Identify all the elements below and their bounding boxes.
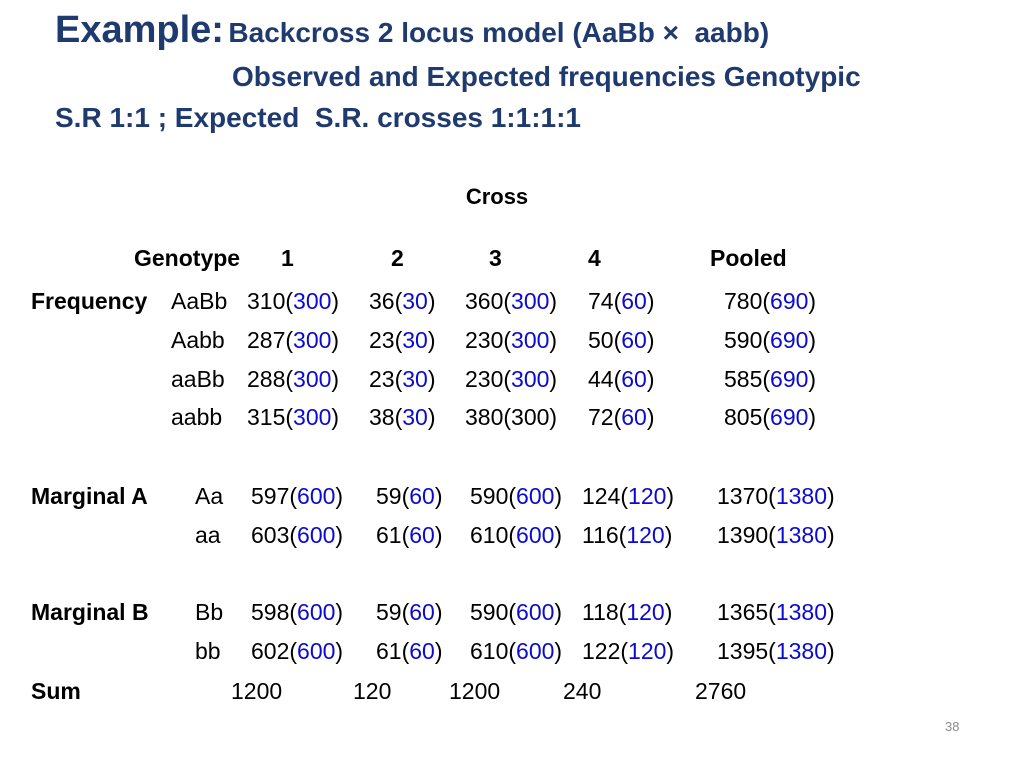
expected-count: 600: [297, 599, 336, 625]
paren-open: (: [503, 327, 512, 353]
observed-count: 36: [369, 288, 395, 314]
expected-count: 1380: [775, 638, 828, 664]
observed-count: 590: [724, 327, 763, 353]
observed-expected-cell: [251, 601, 343, 624]
paren-close: ): [331, 404, 340, 430]
expected-count: 60: [621, 327, 647, 353]
observed-expected-cell: [376, 524, 443, 547]
paren-open: (: [401, 522, 410, 548]
expected-count: 60: [621, 404, 647, 430]
observed-expected-cell: [724, 290, 816, 313]
page-number: 38: [945, 719, 960, 734]
genotype-label: AaBb: [171, 288, 228, 314]
paren-open: (: [394, 366, 403, 392]
expected-count: 300: [293, 288, 332, 314]
expected-count: 60: [409, 522, 435, 548]
paren-close: ): [827, 483, 835, 509]
genotype-label: Aabb: [171, 327, 225, 353]
genotype-label: Bb: [195, 599, 224, 625]
observed-count: 230: [465, 366, 504, 392]
paren-open: (: [503, 404, 512, 430]
expected-count: 1380: [775, 483, 828, 509]
paren-open: (: [394, 404, 403, 430]
observed-count: 118: [582, 599, 619, 625]
paren-open: (: [618, 599, 627, 625]
paren-open: (: [503, 288, 512, 314]
observed-count: 59: [376, 599, 402, 625]
paren-close: ): [434, 522, 443, 548]
paren-open: (: [401, 483, 410, 509]
paren-open: (: [618, 522, 627, 548]
paren-close: ): [827, 522, 835, 548]
header-cross-4: 4: [588, 245, 601, 271]
expected-count: 30: [402, 404, 428, 430]
observed-expected-cell: [247, 290, 339, 313]
expected-count: 30: [402, 366, 428, 392]
observed-count: 44: [588, 366, 614, 392]
expected-count: 60: [621, 366, 647, 392]
observed-count: 610: [470, 522, 509, 548]
section-label: Marginal A: [31, 483, 148, 509]
paren-close: ): [664, 522, 673, 548]
observed-count: 310: [247, 288, 286, 314]
observed-expected-cell: [724, 329, 816, 352]
expected-count: 600: [297, 522, 336, 548]
observed-expected-cell: [724, 406, 816, 429]
observed-count: 124: [582, 483, 621, 509]
paren-close: ): [549, 366, 558, 392]
paren-open: (: [285, 404, 294, 430]
paren-open: (: [289, 599, 298, 625]
observed-count: 288: [247, 366, 286, 392]
sum-value: 1200: [231, 678, 283, 704]
observed-expected-cell: [376, 485, 443, 508]
expected-count: 600: [516, 599, 555, 625]
observed-count: 23: [369, 366, 395, 392]
observed-count: 805: [724, 404, 763, 430]
section-label: Marginal B: [31, 599, 149, 625]
expected-count: 600: [297, 483, 336, 509]
paren-close: ): [427, 327, 436, 353]
paren-close: ): [808, 327, 817, 353]
header-pooled: Pooled: [710, 245, 787, 271]
observed-count: 230: [465, 327, 504, 353]
paren-open: (: [762, 366, 771, 392]
segregation-ratio-line: S.R 1:1 ; Expected S.R. crosses 1:1:1:1: [55, 102, 581, 133]
observed-expected-cell: [465, 406, 557, 429]
observed-expected-cell: [588, 329, 655, 352]
paren-close: ): [434, 638, 443, 664]
expected-count: 120: [626, 599, 665, 625]
observed-expected-cell: [251, 640, 343, 663]
expected-count: 600: [297, 638, 336, 664]
expected-count: 1380: [775, 522, 828, 548]
observed-expected-cell: [251, 485, 343, 508]
expected-count: 120: [628, 638, 667, 664]
genotype-label: Aa: [195, 483, 224, 509]
expected-count: 30: [402, 288, 428, 314]
expected-count: 300: [511, 327, 550, 353]
paren-open: (: [394, 327, 403, 353]
observed-expected-cell: [470, 640, 562, 663]
expected-count: 60: [621, 288, 647, 314]
observed-count: 50: [588, 327, 614, 353]
genotype-label: aaBb: [171, 366, 225, 392]
slide-title: [55, 11, 769, 49]
observed-expected-cell: [470, 524, 562, 547]
genotype-label: bb: [195, 638, 221, 664]
expected-count: 690: [770, 288, 809, 314]
section-label: Frequency: [31, 288, 148, 314]
observed-expected-cell: [717, 640, 835, 663]
genotype-label: aa: [195, 522, 221, 548]
header-cross-2: 2: [391, 245, 404, 271]
observed-expected-cell: [588, 406, 655, 429]
observed-expected-cell: [588, 290, 655, 313]
paren-close: ): [335, 522, 344, 548]
sum-value: 240: [563, 678, 602, 704]
table-caption: Cross: [465, 184, 529, 209]
paren-open: (: [768, 599, 776, 625]
paren-close: ): [827, 638, 835, 664]
paren-open: (: [768, 522, 776, 548]
paren-close: ): [549, 288, 558, 314]
paren-close: ): [808, 366, 817, 392]
paren-close: ): [331, 288, 340, 314]
expected-count: 30: [402, 327, 428, 353]
paren-open: (: [289, 483, 298, 509]
observed-count: 585: [724, 366, 763, 392]
observed-count: 597: [251, 483, 290, 509]
observed-count: 61: [376, 522, 402, 548]
paren-close: ): [646, 327, 655, 353]
paren-close: ): [554, 599, 563, 625]
expected-count: 690: [770, 327, 809, 353]
observed-expected-cell: [470, 485, 562, 508]
paren-open: (: [620, 483, 629, 509]
paren-close: ): [666, 638, 675, 664]
paren-open: (: [401, 599, 410, 625]
expected-count: 120: [626, 522, 665, 548]
expected-count: 300: [293, 327, 332, 353]
observed-expected-cell: [724, 368, 816, 391]
paren-open: (: [508, 599, 517, 625]
observed-expected-cell: [251, 524, 343, 547]
observed-expected-cell: [247, 368, 339, 391]
observed-expected-cell: [465, 290, 557, 313]
observed-expected-cell: [465, 329, 557, 352]
observed-expected-cell: [588, 368, 655, 391]
observed-expected-cell: [582, 485, 674, 508]
paren-open: (: [613, 404, 622, 430]
observed-count: 1365: [717, 599, 769, 625]
observed-count: 315: [247, 404, 286, 430]
expected-count: 690: [770, 404, 809, 430]
observed-expected-cell: [717, 485, 835, 508]
observed-expected-cell: [376, 640, 443, 663]
paren-open: (: [289, 638, 298, 664]
paren-open: (: [508, 638, 517, 664]
paren-open: (: [620, 638, 629, 664]
observed-count: 74: [588, 288, 614, 314]
paren-close: ): [646, 288, 655, 314]
sum-value: 2760: [695, 678, 747, 704]
paren-close: ): [827, 599, 835, 625]
paren-close: ): [427, 404, 436, 430]
paren-close: ): [434, 599, 443, 625]
paren-close: ): [331, 327, 340, 353]
paren-close: ): [549, 327, 558, 353]
header-genotype: Genotype: [134, 245, 241, 271]
observed-count: 380: [465, 404, 504, 430]
expected-count: 300: [511, 288, 550, 314]
header-cross-1: 1: [281, 245, 294, 271]
slide-subtitle: Observed and Expected frequencies Genotypic: [232, 61, 861, 92]
paren-open: (: [401, 638, 410, 664]
paren-close: ): [427, 288, 436, 314]
sum-value: 1200: [449, 678, 501, 704]
paren-close: ): [549, 404, 558, 430]
sum-value: 120: [353, 678, 392, 704]
paren-open: (: [285, 366, 294, 392]
paren-open: (: [289, 522, 298, 548]
paren-open: (: [508, 483, 517, 509]
observed-count: 598: [251, 599, 290, 625]
expected-count: 300: [293, 404, 332, 430]
paren-open: (: [768, 483, 776, 509]
expected-count: 690: [770, 366, 809, 392]
paren-open: (: [613, 327, 622, 353]
section-label-sum: Sum: [31, 678, 81, 704]
observed-expected-cell: [465, 368, 557, 391]
paren-open: (: [762, 288, 771, 314]
observed-count: 590: [470, 483, 509, 509]
paren-close: ): [808, 404, 817, 430]
observed-expected-cell: [717, 601, 835, 624]
paren-close: ): [554, 483, 563, 509]
expected-count: 60: [409, 483, 435, 509]
observed-count: 61: [376, 638, 402, 664]
genotype-label: aabb: [171, 404, 223, 430]
title-rest: Backcross 2 locus model (AaBb × aabb): [228, 17, 770, 48]
paren-close: ): [808, 288, 817, 314]
paren-open: (: [394, 288, 403, 314]
observed-expected-cell: [470, 601, 562, 624]
paren-close: ): [434, 483, 443, 509]
observed-count: 360: [465, 288, 504, 314]
title-lead: Example:: [55, 9, 224, 51]
observed-count: 1395: [717, 638, 769, 664]
observed-count: 59: [376, 483, 402, 509]
paren-open: (: [762, 327, 771, 353]
observed-count: 590: [470, 599, 509, 625]
expected-count: 60: [409, 599, 435, 625]
observed-count: 287: [247, 327, 286, 353]
observed-count: 780: [724, 288, 763, 314]
observed-expected-cell: [582, 601, 672, 624]
paren-open: (: [613, 288, 622, 314]
paren-close: ): [427, 366, 436, 392]
paren-close: ): [664, 599, 673, 625]
observed-expected-cell: [582, 524, 672, 547]
observed-count: 23: [369, 327, 395, 353]
paren-close: ): [646, 404, 655, 430]
paren-open: (: [768, 638, 776, 664]
observed-count: 1390: [717, 522, 769, 548]
paren-open: (: [762, 404, 771, 430]
expected-count: 600: [516, 483, 555, 509]
observed-expected-cell: [247, 406, 339, 429]
paren-close: ): [335, 483, 344, 509]
observed-count: 122: [582, 638, 621, 664]
expected-count: 600: [516, 638, 555, 664]
expected-count: 120: [628, 483, 667, 509]
expected-count: 60: [409, 638, 435, 664]
paren-open: (: [508, 522, 517, 548]
observed-count: 602: [251, 638, 290, 664]
paren-open: (: [613, 366, 622, 392]
paren-close: ): [335, 638, 344, 664]
observed-count: 603: [251, 522, 290, 548]
observed-expected-cell: [369, 406, 436, 429]
observed-count: 38: [369, 404, 395, 430]
observed-expected-cell: [369, 368, 436, 391]
paren-open: (: [503, 366, 512, 392]
observed-expected-cell: [247, 329, 339, 352]
observed-expected-cell: [717, 524, 835, 547]
expected-count: 300: [293, 366, 332, 392]
expected-count: 300: [511, 366, 550, 392]
paren-open: (: [285, 288, 294, 314]
paren-close: ): [554, 638, 563, 664]
expected-count: 300: [511, 404, 550, 430]
observed-count: 610: [470, 638, 509, 664]
observed-expected-cell: [376, 601, 443, 624]
paren-close: ): [335, 599, 344, 625]
observed-count: 72: [588, 404, 614, 430]
observed-expected-cell: [369, 290, 436, 313]
observed-count: 116: [582, 522, 619, 548]
observed-expected-cell: [582, 640, 674, 663]
header-cross-3: 3: [489, 245, 502, 271]
paren-close: ): [666, 483, 675, 509]
paren-close: ): [646, 366, 655, 392]
observed-count: 1370: [717, 483, 769, 509]
expected-count: 1380: [775, 599, 828, 625]
paren-close: ): [331, 366, 340, 392]
expected-count: 600: [516, 522, 555, 548]
paren-open: (: [285, 327, 294, 353]
paren-close: ): [554, 522, 563, 548]
observed-expected-cell: [369, 329, 436, 352]
